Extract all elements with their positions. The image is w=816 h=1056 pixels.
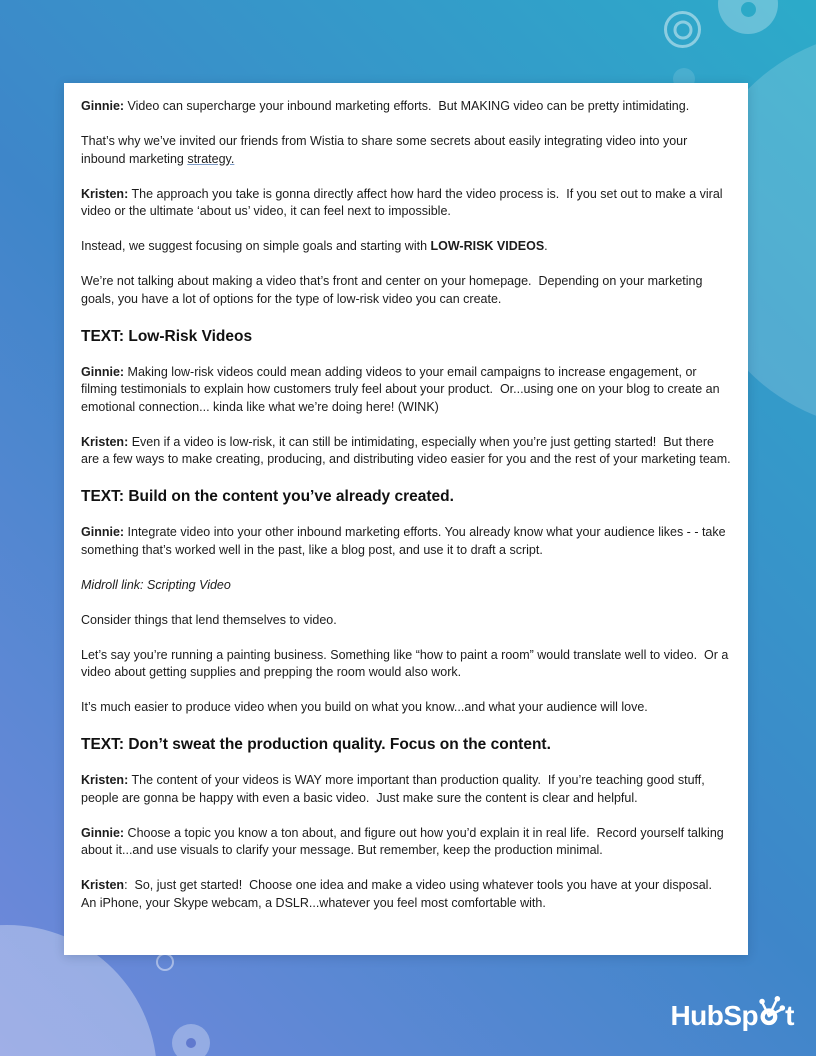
text-segment: Integrate video into your other inbound marketing efforts. You already know what your audience likes - - take something that’s worked well in the past, like a blog post, and use it to draft a script. — [81, 525, 730, 557]
text-segment: Even if a video is low-risk, it can still be intimidating, especially when you’re just getting started! But there are a few ways to make creating, producing, and distributing video easier for you and the rest of your marketing team. — [81, 434, 731, 466]
paragraph — [81, 877, 732, 912]
text-segment: Making low-risk videos could mean adding videos to your email campaigns to increase engagement, or filming testimonials to explain how customers truly feel about your product. Or...using one on your blog to create an emotional connection... kinda like what we’re doing here! (WINK) — [81, 364, 724, 414]
paragraph — [81, 186, 732, 221]
paragraph — [81, 524, 732, 559]
text-segment: Ginnie: — [81, 525, 125, 539]
decor-ring-bottom — [156, 953, 174, 971]
text-segment: TEXT: Don’t sweat the production quality. Focus on the content. — [81, 736, 551, 753]
decor-donut-circle-top — [718, 0, 778, 34]
paragraph — [81, 364, 732, 417]
section-heading — [81, 486, 732, 507]
text-segment: Video can supercharge your inbound marketing efforts. But MAKING video can be pretty intimidating. — [124, 99, 690, 113]
paragraph — [81, 273, 732, 308]
decor-donut-circle-bottom — [172, 1024, 210, 1056]
document-page — [64, 83, 748, 955]
text-segment: : So, just get started! Choose one idea and make a video using whatever tools you have at your disposal. An iPhone, your Skype webcam, a DSLR...whatever you feel most comfortable with. — [81, 878, 719, 910]
text-segment: Let’s say you’re running a painting business. Something like “how to paint a room” would translate well to video. Or a video about getting supplies and prepping the room would also work. — [81, 647, 732, 679]
paragraph — [81, 98, 732, 116]
decor-double-ring-top — [664, 11, 701, 48]
text-segment: The approach you take is gonna directly affect how hard the video process is. If you set out to make a viral video or the ultimate ‘about us’ video, it can feel next to impossible. — [81, 186, 727, 218]
text-segment: The content of your videos is WAY more important than production quality. If you’re teaching good stuff, people are gonna be happy with even a basic video. Just make sure the content is clear and helpful. — [81, 773, 709, 805]
paragraph — [81, 133, 732, 168]
text-segment: Kristen: — [81, 186, 129, 201]
text-segment: Ginnie: — [81, 825, 125, 840]
text-segment: Instead, we suggest focusing on simple goals and starting with — [81, 239, 431, 253]
text-segment: Ginnie: — [81, 99, 125, 113]
hubspot-logo — [670, 993, 794, 1030]
paragraph — [81, 647, 732, 682]
paragraph — [81, 434, 732, 469]
hubspot-logo-text-prefix: HubSp — [670, 1000, 759, 1031]
paragraph — [81, 772, 732, 807]
paragraph — [81, 577, 732, 595]
text-segment: . — [544, 239, 548, 253]
paragraph — [81, 825, 732, 860]
section-heading — [81, 326, 732, 347]
text-segment: Choose a topic you know a ton about, and figure out how you’d explain it in real life. Record yourself talking about it...and use visuals to clarify your message. But remember, keep the production minimal. — [81, 825, 728, 857]
paragraph — [81, 238, 732, 256]
text-segment: Kristen: — [81, 773, 129, 787]
text-segment: Kristen: — [81, 434, 129, 449]
document-body — [81, 98, 732, 912]
paragraph — [81, 699, 732, 717]
text-link[interactable]: strategy. — [187, 151, 235, 166]
text-segment: TEXT: Build on the content you’ve already created. — [81, 488, 454, 505]
text-segment: We’re not talking about making a video that’s front and center on your homepage. Depending on your marketing goals, you have a lot of options for the type of low-risk video you can create. — [81, 274, 706, 306]
section-heading — [81, 734, 732, 755]
hubspot-logo-text-suffix: t — [785, 1000, 794, 1031]
text-segment: TEXT: Low-Risk Videos — [81, 327, 253, 345]
text-segment: Consider things that lend themselves to video. — [81, 612, 337, 627]
text-segment: Midroll link: Scripting Video — [81, 577, 231, 592]
text-segment: Kristen — [81, 878, 125, 892]
paragraph — [81, 612, 732, 630]
text-segment: That’s why we’ve invited our friends from Wistia to share some secrets about easily integrating video into your inbound marketing — [81, 134, 691, 166]
text-segment: Ginnie: — [81, 364, 125, 379]
hubspot-sprocket-icon — [759, 993, 785, 1031]
text-segment: LOW-RISK VIDEOS — [430, 239, 545, 253]
text-segment: It’s much easier to produce video when you build on what you know...and what your audience will love. — [81, 700, 648, 714]
